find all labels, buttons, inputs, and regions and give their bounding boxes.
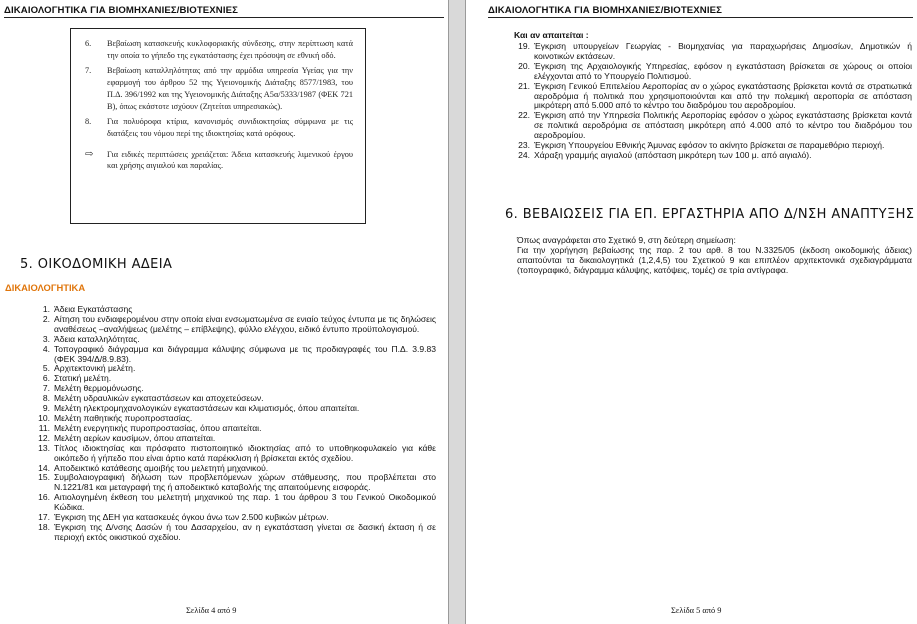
list-item-number: 20. (518, 60, 530, 71)
list-item (34, 444, 436, 464)
subheading: ΔΙΚΑΙΟΛΟΓΗΤΙΚΑ (5, 282, 86, 293)
box-item-text: Βεβαίωση καταλληλότητας από την αρμόδια υπηρεσία Υγείας για την εφαρμογή του άρθρου 52 της Υγειονομικής Διάταξης 8577/1983, του Π.Δ. 396/1992 και της Υγειονομικής Διάταξης Α5α/5333/1987 (ΦΕΚ 721 Β), όπως εκάστοτε ισχύουν (Ζητείται υπηρεσιακώς). (107, 66, 353, 111)
list-item-number: 22. (518, 110, 530, 121)
list-item (34, 315, 436, 335)
list-item-number: 18. (38, 521, 50, 532)
list-item (34, 523, 436, 543)
list-item-number: 24. (518, 149, 530, 160)
list-item-number: 23. (518, 140, 530, 151)
list-item-text: Στατική μελέτη. (54, 373, 112, 384)
list-item (34, 345, 436, 365)
list-item-number: 14. (38, 462, 50, 473)
list-item-text: Αιτιολογημένη έκθεση του μελετητή μηχανικού της παρ. 1 του άρθρου 3 του Γενικού Οικοδομικού Κώδικα. (54, 492, 436, 513)
list-item-number: 15. (38, 472, 50, 483)
document-list (34, 305, 436, 543)
list-item-text: Συμβολαιογραφική δήλωση των προβλεπόμενων χώρων στάθμευσης, που προβλέπεται στο Ν.1221/81 και μεταγραφή της ή αποδεικτικό καταβολής της απαιτούμενης εισφοράς. (54, 472, 436, 493)
section-title: 6. ΒΕΒΑΙΩΣΕΙΣ ΓΙΑ ΕΠ. ΕΡΓΑΣΤΗΡΙΑ ΑΠΟ Δ/ΝΣΗ ΑΝΑΠΤΥΞΗΣ (505, 207, 915, 222)
box-item-text: Για πολυόροφα κτίρια, κανονισμός συνιδιοκτησίας σύμφωνα με τις διατάξεις του νόμου περί της ιδιοκτησίας κατά ορόφους. (107, 117, 353, 138)
box-item-number: 7. (85, 66, 92, 76)
list-item (34, 493, 436, 513)
list-item-text: Άδεια Εγκατάστασης (54, 304, 133, 314)
box-item-number: 8. (85, 117, 92, 127)
list-item-text: Έγκριση Υπουργείου Εθνικής Άμυνας εφόσον το ακίνητο βρίσκεται σε παραμεθόριο περιοχή. (534, 140, 885, 151)
list-item-number: 1. (42, 304, 50, 314)
list-item-number: 16. (38, 492, 50, 503)
list-item-number: 13. (38, 442, 50, 453)
box-item-text: Για ειδικές περιπτώσεις χρειάζεται: Άδεια κατασκευής λιμενικού έργου και χρήσης αιγιαλού και παραλίας. (107, 149, 353, 171)
list-item-text: Τίτλος ιδιοκτησίας και πρόσφατο πιστοποιητικό ιδιοκτησίας από το υποθηκοφυλακείο για κάθε οικόπεδο ή γήπεδο που είναι άρτιο κατά παρέκκλιση ή βρίσκεται εκτός σχεδίου. (54, 442, 436, 463)
list-item (514, 62, 912, 82)
box-item (85, 38, 353, 61)
list-item-number: 5. (42, 363, 50, 374)
arrow-icon: ⇨ (85, 148, 94, 160)
list-item-text: Τοπογραφικό διάγραμμα και διάγραμμα κάλυψης σύμφωνα με τις προδιαγραφές του Π.Δ. 3.9.83 (ΦΕΚ 394/Δ/8.9.83). (54, 343, 436, 364)
page-footer: Σελίδα 5 από 9 (671, 606, 722, 615)
list-item-text: Έγκριση υπουργείων Γεωργίας - Βιομηχανίας για παραχωρήσεις Δημοσίων, Δημοτικών ή κοινοτικών εκτάσεων. (534, 41, 912, 61)
list-item-text: Άδεια καταλληλότητας. (54, 333, 140, 344)
conditional-requirements-heading: Και αν απαιτείται : (514, 30, 589, 40)
list-item-number: 6. (42, 373, 50, 384)
list-item-text: Μελέτη θερμομόνωσης. (54, 383, 144, 394)
list-item (514, 42, 912, 62)
box-item-text: Βεβαίωση κατασκευής κυκλοφοριακής σύνδεσης, στην περίπτωση κατά την οποία το γήπεδο της εγκατάστασης έχει πρόσοψη σε εθνική οδό. (107, 39, 353, 60)
conditional-document-list (514, 42, 912, 161)
list-item-text: Αίτηση του ενδιαφερομένου στην οποία είναι ενσωματωμένα σε ενιαίο τεύχος έντυπα με τις δηλώσεις αναθέσεως –αναλήψεως (μελέτης – επίβλεψης), φύλλο ελέγχου, ειδικό έντυπο προϋπολογισμού. (54, 313, 436, 334)
list-item-text: Μελέτη αερίων καυσίμων, όπου απαιτείται. (54, 432, 216, 443)
running-head: ΔΙΚΑΙΟΛΟΓΗΤΙΚΑ ΓΙΑ ΒΙΟΜΗΧΑΝΙΕΣ/ΒΙΟΤΕΧΝΙΕΣ (4, 5, 444, 18)
list-item-text: Μελέτη παθητικής πυροπροστασίας. (54, 412, 193, 423)
paragraph-body: Για την χορήγηση βεβαίωσης της παρ. 2 του αρθ. 8 του Ν.3325/05 (έκδοση οικοδομικής άδειας) απαιτούνται τα δικαιολογητικά (1,2,4,5) του Σχετικού 9 και επιπλέον αρχιτεκτονικά σχεδιαγράμματα (τοπογραφικό, διάγραμμα κάλυψης, κατόψεις, τομές) σε τρία αντίγραφα. (517, 244, 912, 275)
list-item (514, 151, 912, 161)
list-item-text: Έγκριση της ΔΕΗ για κατασκευές όγκου άνω των 2.500 κυβικών μέτρων. (54, 512, 329, 523)
list-item (34, 473, 436, 493)
list-item-text: Έγκριση της Αρχαιολογικής Υπηρεσίας, εφόσον η εγκατάσταση βρίσκεται σε χώρους οι οποίοι ελέγχονται από το Υπουργείο Πολιτισμού. (534, 60, 912, 81)
section-title: 5. ΟΙΚΟΔΟΜΙΚΗ ΑΔΕΙΑ (20, 257, 173, 272)
list-item-number: 8. (42, 393, 50, 404)
list-item-text: Χάραξη γραμμής αιγιαλού (απόσταση μικρότερη των 100 μ. από αιγιαλό). (534, 149, 812, 160)
list-item-text: Μελέτη υδραυλικών εγκαταστάσεων και αποχετεύσεων. (54, 393, 264, 404)
box-item (85, 65, 353, 112)
paragraph-block (517, 236, 912, 276)
page-footer: Σελίδα 4 από 9 (186, 606, 237, 615)
list-item-text: Αποδεικτικό κατάθεσης αμοιβής του μελετητή μηχανικού. (54, 462, 269, 473)
list-item-number: 11. (38, 422, 50, 433)
list-item-number: 9. (42, 403, 50, 414)
list-item-number: 17. (38, 512, 50, 523)
page-4 (0, 0, 448, 624)
paragraph-lead: Όπως αναγράφεται στο Σχετικό 9, στη δεύτερη σημείωση: (517, 235, 736, 245)
list-item-text: Μελέτη ηλεκτρομηχανολογικών εγκαταστάσεων και κλιματισμός, όπου απαιτείται. (54, 403, 360, 414)
list-item-text: Έγκριση από την Υπηρεσία Πολιτικής Αεροπορίας εφόσον ο χώρος εγκατάστασης βρίσκεται κοντά σε πολιτικά αεροδρόμια σε απόσταση μικρότερη από 4.000 από το κέντρο του διαδρόμου του αεροδρομίου. (534, 110, 912, 141)
page-gutter (448, 0, 466, 624)
box-item-special-cases (85, 149, 353, 172)
list-item-number: 3. (42, 333, 50, 344)
list-item-number: 10. (38, 412, 50, 423)
list-item-text: Έγκριση Γενικού Επιτελείου Αεροπορίας αν ο χώρος εγκατάστασης βρίσκεται κοντά σε στρατιωτικά αεροδρόμια ή πολιτικά που χρησιμοποιούνται και από την πολεμική αεροπορία σε απόσταση μικρότερη από 5.000 από το κέντρο του διαδρόμου του αεροδρομίου. (534, 80, 912, 111)
list-item-number: 2. (42, 313, 50, 324)
running-head: ΔΙΚΑΙΟΛΟΓΗΤΙΚΑ ΓΙΑ ΒΙΟΜΗΧΑΝΙΕΣ/ΒΙΟΤΕΧΝΙΕΣ (488, 5, 913, 18)
list-item-text: Έγκριση της Δ/νσης Δασών ή του Δασαρχείου, αν η εγκατάσταση γίνεται σε δασική έκταση ή σε περιοχή εκτός οικιστικού σχεδίου. (54, 521, 436, 542)
list-item-number: 12. (38, 432, 50, 443)
box-item-number: 6. (85, 39, 92, 48)
list-item-text: Αρχιτεκτονική μελέτη. (54, 363, 136, 374)
list-item-number: 4. (42, 343, 50, 354)
quoted-excerpt-box (70, 28, 366, 224)
list-item (514, 111, 912, 141)
box-item (85, 116, 353, 139)
list-item (514, 82, 912, 112)
list-item-number: 19. (518, 41, 530, 51)
list-item-number: 7. (42, 383, 50, 394)
list-item-text: Μελέτη ενεργητικής πυροπροστασίας, όπου απαιτείται. (54, 422, 262, 433)
list-item-number: 21. (518, 80, 530, 91)
